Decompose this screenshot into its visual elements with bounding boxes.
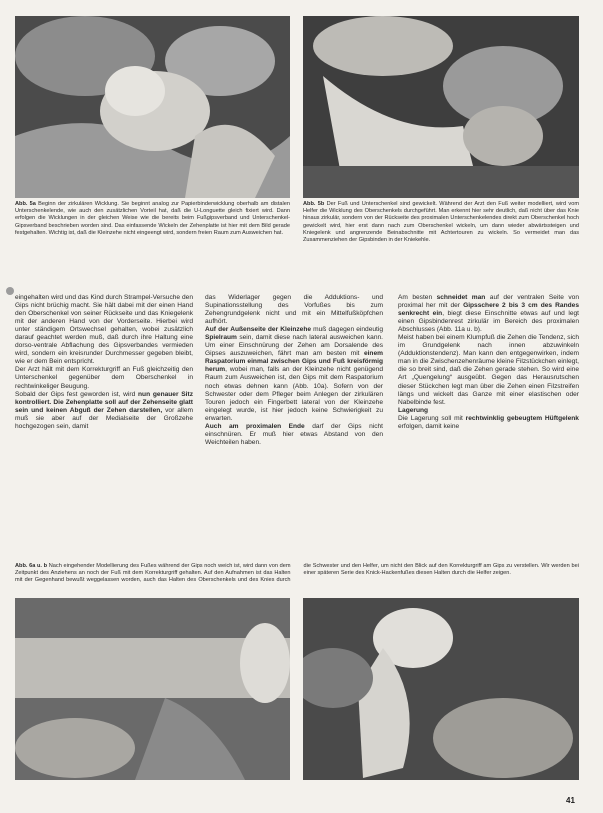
text-run: vor allem muß sie aber auf der Medialseite der Großzehe hochgezogen sein, damit xyxy=(15,406,193,430)
text-run: Sobald der Gips fest geworden ist, wird xyxy=(15,390,139,398)
paragraph: Meist haben bei einem Klumpfuß die Zehen die Tendenz, sich im Grundgelenk nach innen abzuwinkeln (Adduktionstendenz). Man kann den entgegenwirken, indem man in die Zwischenzehenräume kleine Filzstückchen einlegt, die so breit sind, daß die Zehen gerade stehen. So wird eine Art „Quengelung“ ausgeübt. Gegen das Herausrutschen dieser Stückchen legt man über die Zehen einen Filzstreifen längs und wickelt das Ganze mit einer elastischen oder Nabelbinde fest. xyxy=(398,334,579,406)
paragraph xyxy=(205,326,383,423)
caption-label: Abb. 5a xyxy=(15,201,36,207)
text-run: , wobei man, falls an der Kleinzehe nicht genügend Raum zum Ausweichen ist, den Gips mit dem Raspatorium noch etwas dehnen kann (Abb. 10a). Sofern von der Schwester oder dem Pfleger beim Anlegen der zirkulären Touren jedoch ein Fingerbett lateral von der Kleinzehe eingelegt wurde, ist hier jedoch keine Schwierigkeit zu erwarten. xyxy=(205,366,383,422)
page-number: 41 xyxy=(566,796,575,805)
photo-abb-6b xyxy=(303,598,579,780)
text-column-1 xyxy=(15,294,193,431)
bold-run: nun genauer Sitz kontrolliert. Die Zehenplatte soll auf der Zehenseite glatt sein und keinen Abguß der Zehen darstellen, xyxy=(15,390,194,414)
bullet-marker-icon xyxy=(6,287,14,295)
text-run: sein, damit diese nach lateral ausweichen kann. Um einer Einschnürung der Zehen am Dorsalende des Gipses auszuweichen, fährt man am besten mit xyxy=(205,334,383,358)
text-run: auf der ventralen Seite von proximal her mit der xyxy=(398,294,579,310)
caption-abb-5b xyxy=(303,201,579,244)
caption-abb-6 xyxy=(15,563,579,585)
paragraph: eingehalten wird und das Kind durch Strampel-Versuche den Gips nicht brüchig macht. Sie hält dabei mit der einen Hand den Oberschenkel von seiner Rückseite und das Kniegelenk mit der anderen Hand von der Vorderseite. Hierbei wird unter ständigem Ortswechsel gehalten, wobei zusätzlich darauf geachtet werden muß, daß durch ihre Haltung eine dorso-ventrale Abflachung des Gipsverbandes vermieden wird, sondern ein kreisrunder Durchmesser gegeben bleibt, wie er dem Bein entspricht. xyxy=(15,294,193,366)
bold-run: Gipsschere 2 bis 3 cm des Randes senkrecht ein xyxy=(398,302,579,318)
text-run: Am besten xyxy=(398,294,437,301)
caption-label: Abb. 5b xyxy=(303,201,325,207)
bold-run: Auf der Außenseite der Kleinzehe xyxy=(205,326,312,334)
bold-run: rechtwinklig gebeugtem Hüftgelenk xyxy=(465,414,579,422)
caption-text: Beginn der zirkulären Wicklung. Sie beginnt analog zur Papierbinderwicklung oberhalb am distalen Unterschenkelende, wie auch den zusätzlichen Vorteil hat, daß die U-Longuette gleich fixiert wird. Dann erfolgen die Wicklungen in der gleichen Weise wie die bereits beim Fußgipsverband und Unterschenkel-Gipsverband beschrieben worden sind. Das einfassende Wickeln der Zehenplatte ist hier mit dem Bild gerade festgehalten. Wichtig ist, daß die Kleinzehe nicht eingeengt wird, sondern freien Raum zum Ausweichen hat. xyxy=(15,201,290,236)
caption-text: Nach eingehender Modellierung des Fußes während der Gips noch weich ist, wird dann von dem Zeitpunkt des Anziehens an noch der Fuß mit dem Korrekturgriff gehalten. Auf den Aufnahmen ist das Halten mit der Gegenhand bewußt weggelassen worden, auch das Halten des Oberschenkels und des Knies durch die Schwester und den Helfer, um nicht den Blick auf den Korrekturgriff am Gips zu verstellen. Wir werden bei einer späteren Serie des Knick-Hackenfußes diesen Halten durch die Helfer zeigen. xyxy=(15,563,579,584)
caption-label: Abb. 6a u. b xyxy=(15,563,48,569)
photo-abb-5a xyxy=(15,16,290,198)
text-run: Die Lagerung soll mit xyxy=(398,414,466,422)
paragraph: Der Arzt hält mit dem Korrekturgriff an Fuß gleichzeitig den Unterschenkel gegenüber dem Oberschenkel in rechtwinkeliger Beugung. xyxy=(15,366,193,390)
bold-run: schneidet man xyxy=(436,294,486,301)
paragraph: das Widerlager gegen die Adduktions- und Supinationsstellung des Vorfußes bis zum Zehengrundgelenk nicht und mit ein Mittelfußköpfchen aufhört. xyxy=(205,294,383,326)
bold-run: Spielraum xyxy=(205,334,237,342)
section-heading: Lagerung xyxy=(398,406,429,414)
paragraph xyxy=(205,423,383,447)
caption-abb-5a xyxy=(15,201,290,237)
bold-run: Auch am proximalen Ende xyxy=(205,422,305,430)
text-run: darf der Gips nicht einschnüren. Er muß hier etwas Abstand von den Weichteilen haben. xyxy=(205,422,383,446)
caption-text: Der Fuß und Unterschenkel sind gewickelt. Während der Arzt den Fuß weiter modelliert, wird vom Helfer die Wicklung des Oberschenkels durchgeführt. Man erkennt hier sehr deutlich, daß nicht über das Knie hinaus zirkulär, sondern von der Rückseite des proximalen Unterschenkelendes direkt zum Oberschenkel hoch gewickelt wird, hier erst dann nach zum Oberschenkel wickeln, um dann wieder abwärtssteigen und Kniegelenk und angrenzende Beinabschnitte mit Achtertouren zu wickeln. So vermeidet man das Zusammenziehen der Gipsbinden in der Kniekehle. xyxy=(303,201,579,244)
bold-run: einem Raspatorium einmal zwischen Gips und Fuß kreisförmig herum xyxy=(205,350,383,374)
text-column-3 xyxy=(398,294,579,431)
paragraph xyxy=(398,415,579,431)
text-run: muß dagegen eindeutig xyxy=(311,326,383,334)
photo-abb-6a xyxy=(15,598,290,780)
photo-abb-5b xyxy=(303,16,579,198)
text-run: erfolgen, damit keine xyxy=(398,422,460,430)
paragraph xyxy=(15,391,193,431)
paragraph xyxy=(398,294,579,334)
text-run: , biegt diese Einschnitte etwas auf und legt einen Gipsbindenrest zirkulär im Bereich des proximalen Abschlusses (Abb. 11a u. b). xyxy=(398,310,579,334)
text-column-2 xyxy=(205,294,383,447)
